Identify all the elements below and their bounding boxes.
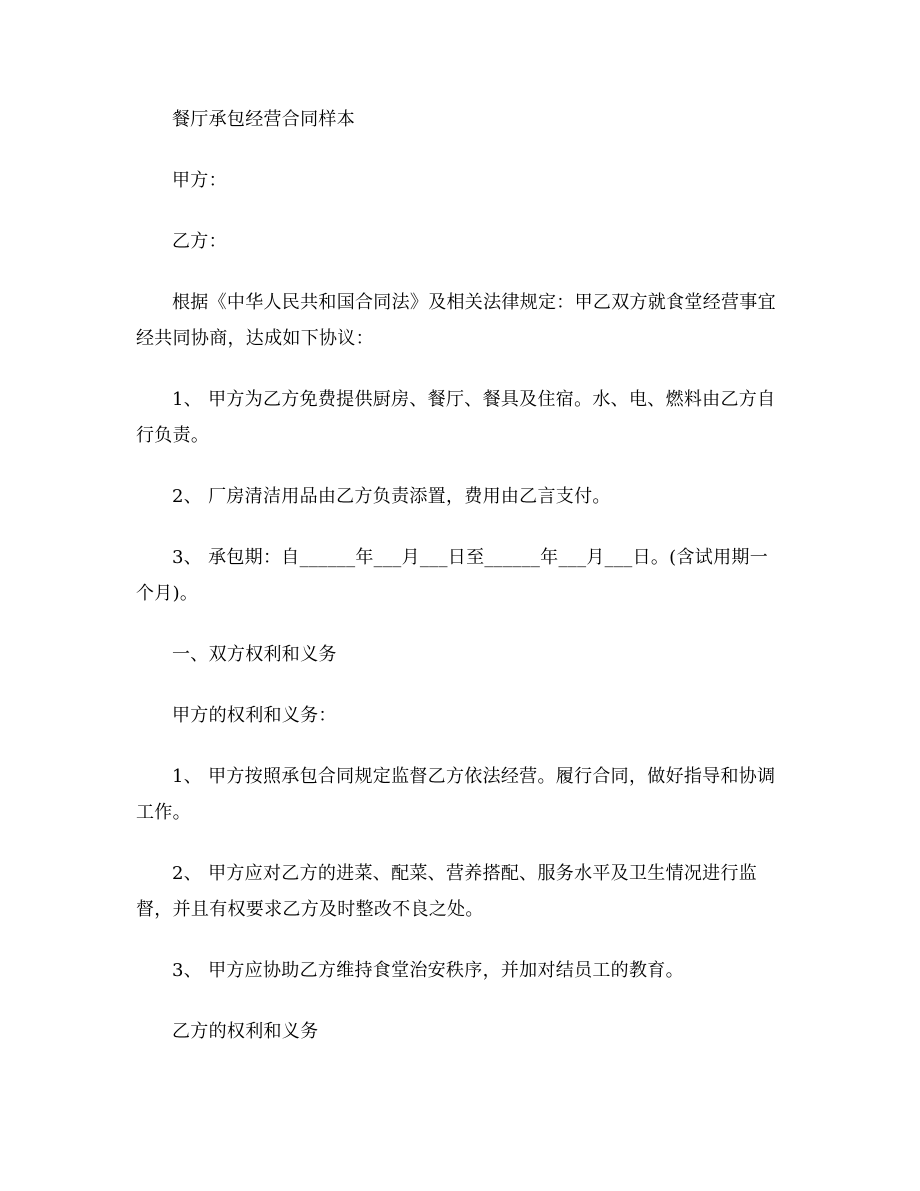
preamble-paragraph: 根据《中华人民共和国合同法》及相关法律规定：甲乙双方就食堂经营事宜经共同协商，达成如下协议： — [136, 292, 776, 349]
party-b-rights-heading: 乙方的权利和义务 — [172, 1021, 319, 1042]
document-body — [136, 102, 776, 1075]
clause-2-paragraph: 2、 厂房清洁用品由乙方负责添置，费用由乙言支付。 — [172, 486, 611, 507]
document-title: 餐厅承包经营合同样本 — [172, 109, 355, 130]
party-a-item-3: 3、 甲方应协助乙方维持食堂治安秩序，并加对结员工的教育。 — [172, 960, 684, 981]
party-a-item-2: 2、 甲方应对乙方的进菜、配菜、营养搭配、服务水平及卫生情况进行监督，并且有权要求乙方及时整改不良之处。 — [136, 863, 758, 920]
section-heading-rights: 一、双方权利和义务 — [172, 644, 337, 665]
party-b-line: 乙方： — [172, 231, 227, 252]
clause-3-paragraph: 3、 承包期：自______年___月___日至______年___月___日。(含试用期一个月)。 — [136, 547, 768, 604]
party-a-line: 甲方： — [172, 170, 227, 191]
party-a-rights-heading: 甲方的权利和义务： — [172, 705, 337, 726]
party-a-item-1: 1、 甲方按照承包合同规定监督乙方依法经营。履行合同，做好指导和协调工作。 — [136, 766, 776, 823]
clause-1-paragraph: 1、 甲方为乙方免费提供厨房、餐厅、餐具及住宿。水、电、燃料由乙方自行负责。 — [136, 389, 776, 446]
